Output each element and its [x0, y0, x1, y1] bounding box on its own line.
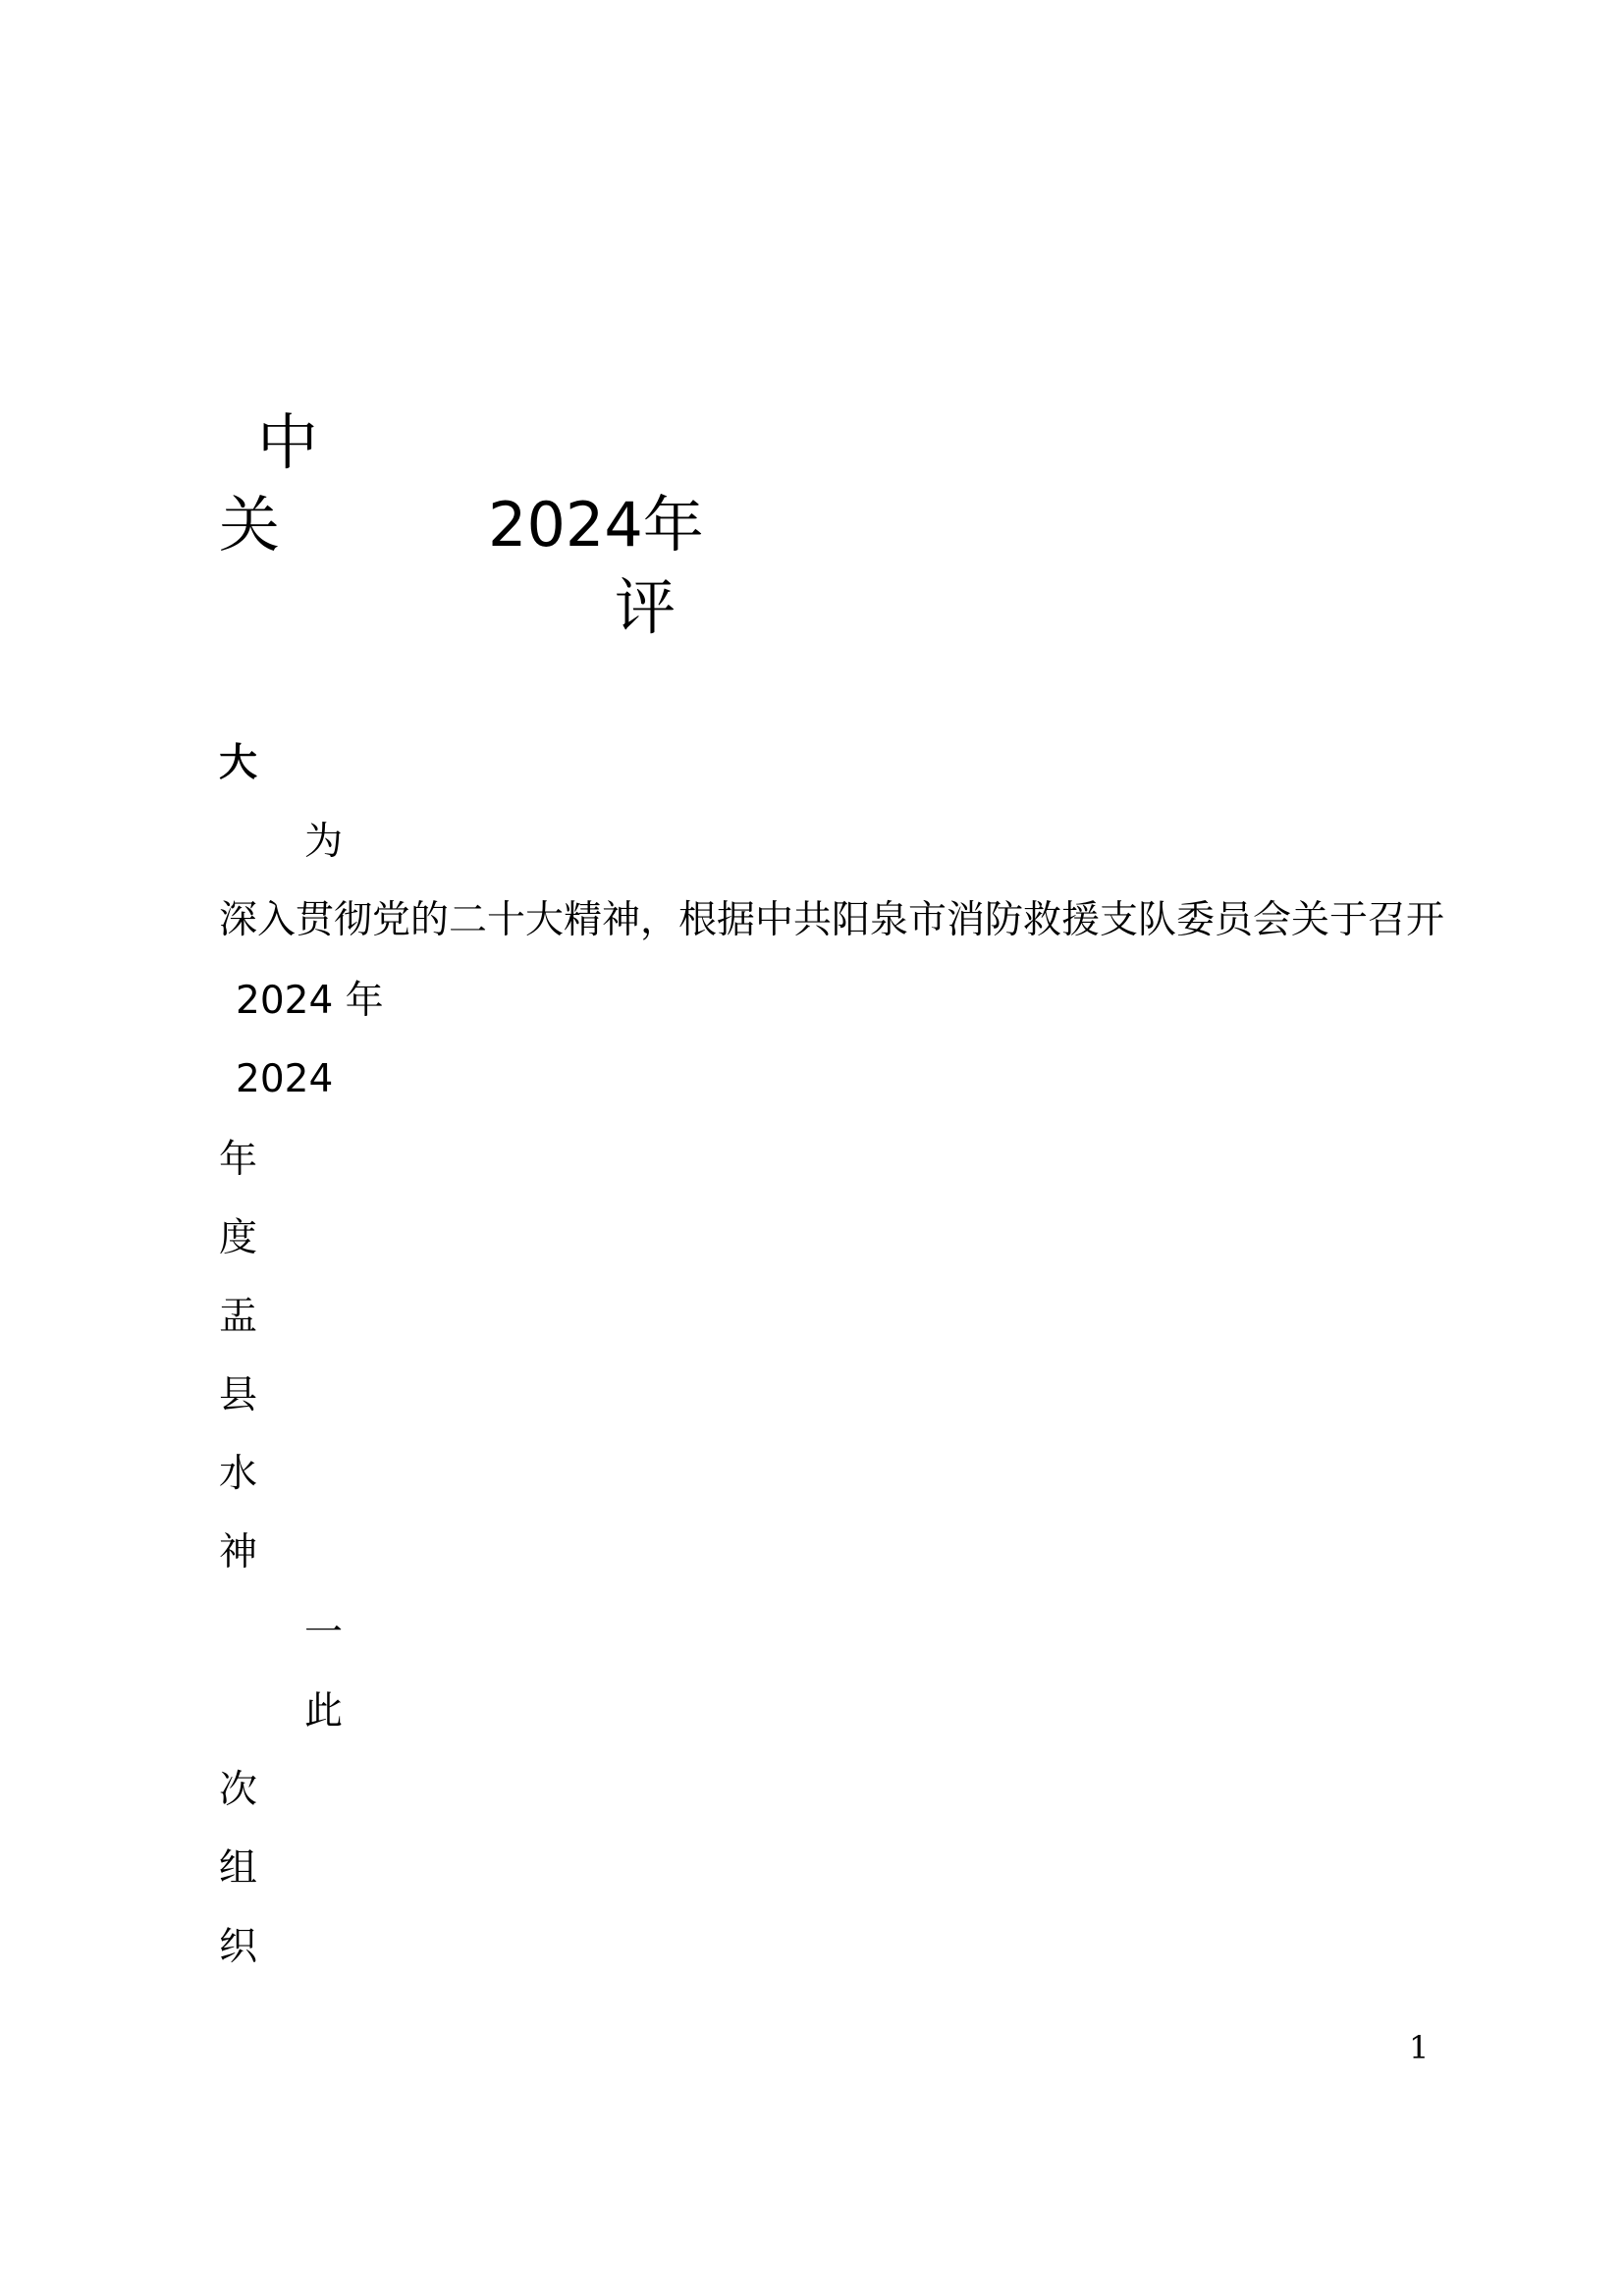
page-number: 1: [1409, 2029, 1430, 2066]
section-heading: 大: [219, 741, 258, 785]
body-line: 一: [304, 1611, 344, 1655]
body-line: 组: [219, 1846, 258, 1891]
body-line: 深入贯彻党的二十大精神，根据中共阳泉市消防救援支队委员会关于召开: [219, 898, 1445, 942]
body-line: 此: [304, 1689, 344, 1734]
body-line: 2024 年: [236, 979, 384, 1023]
body-line: 年: [219, 1138, 258, 1182]
body-line: 神: [219, 1530, 258, 1575]
title-line-1: 中: [257, 406, 319, 478]
title-line-2: 关: [219, 489, 281, 561]
title-line-2-year: 2024年: [488, 489, 704, 561]
body-line: 为: [304, 820, 344, 864]
body-line: 盂: [219, 1295, 258, 1339]
body-line: 县: [219, 1373, 258, 1417]
body-line: 水: [219, 1452, 258, 1496]
body-line: 2024: [236, 1057, 334, 1101]
body-line: 次: [219, 1768, 258, 1812]
title-line-3: 评: [615, 571, 676, 643]
body-line: 度: [219, 1216, 258, 1260]
body-line: 织: [219, 1925, 258, 1969]
